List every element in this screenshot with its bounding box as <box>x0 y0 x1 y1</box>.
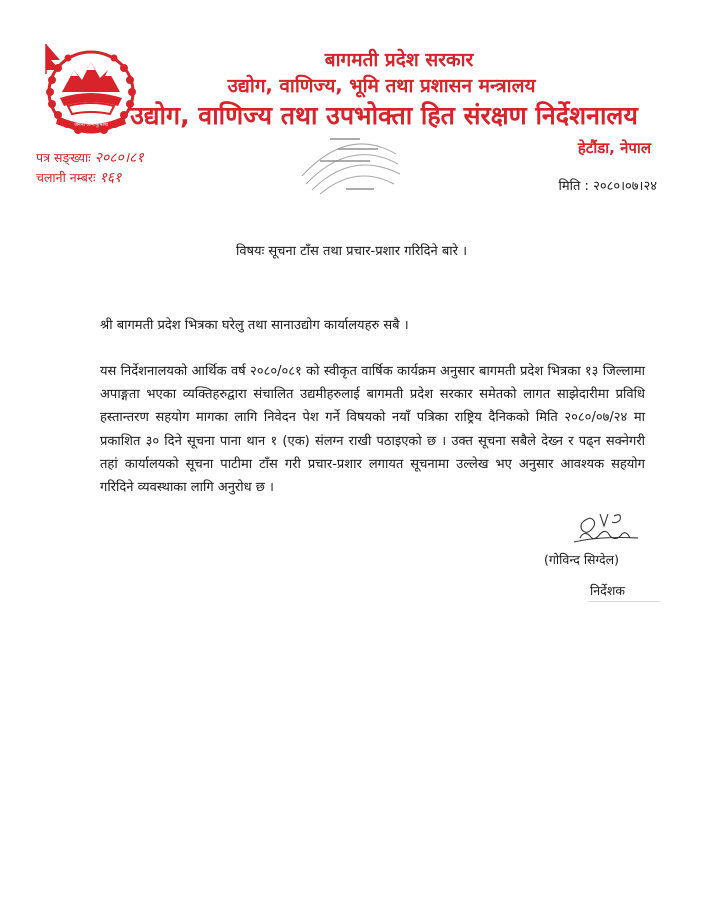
faint-seal-line <box>588 601 660 602</box>
svg-text:जननी जन्मभूमिश्च: जननी जन्मभूमिश्च <box>74 122 108 128</box>
letter-addressee: श्री बागमती प्रदेश भित्रका घरेलु तथा सानाउद्योग कार्यालयहरु सबै । <box>100 318 409 333</box>
letterhead-ministry: उद्योग, वाणिज्य, भूमि तथा प्रशासन मन्त्रालय <box>227 75 536 97</box>
chalani-number-label: चलानी नम्बरः <box>36 170 96 185</box>
chalani-number <box>36 168 121 187</box>
office-location: हेटौंडा, नेपाल <box>577 139 651 157</box>
signature-icon <box>560 508 650 556</box>
letter-date <box>558 176 657 194</box>
signatory-name: (गोविन्द सिग्देल) <box>544 552 620 567</box>
letterhead-directorate: उद्योग, वाणिज्य तथा उपभोक्ता हित संरक्षण निर्देशनालय <box>130 101 638 130</box>
patra-sankhya <box>36 148 144 167</box>
date-value: २०८०।०७।२४ <box>593 179 657 194</box>
patra-sankhya-label: पत्र सङ्ख्याः <box>36 150 91 165</box>
patra-sankhya-value: २०८०।८१ <box>94 150 144 166</box>
chalani-number-value: १६१ <box>99 170 122 186</box>
letterhead-government: बागमती प्रदेश सरकार <box>324 49 474 71</box>
date-label: मिति : <box>558 179 589 194</box>
letter-subject: विषयः सूचना टाँस तथा प्रचार-प्रशार गरिदिने बारे । <box>235 244 468 259</box>
letter-body: यस निर्देशनालयको आर्थिक वर्ष २०८०/०८१ को स्वीकृत वार्षिक कार्यक्रम अनुसार बागमती प्रदेश भित्रका १३ जिल्लामा अपाङ्गता भएका व्यक्तिहरुद्वारा संचालित उद्यमीहरुलाई बागमती प्रदेश सरकार समेतको लागत साझेदारीमा प्रविधि हस्तान्तरण सहयोग मागका लागि निवेदन पेश गर्ने विषयको नयाँ पत्रिका राष्ट्रिय दैनिकको मिति २०८०/०७/२४ मा प्रकाशित ३० दिने सूचना पाना थान १ (एक) संलग्न राखी पठाइएको छ । उक्त सूचना सबैले देख्न र पढ्न सक्नेगरी तहां कार्यालयको सूचना पाटीमा टाँस गरी प्रचार-प्रशार लगायत सूचनामा उल्लेख भए अनुसार आवश्यक सहयोग गरिदिने व्यवस्थाका लागि अनुरोध छ । <box>100 364 645 496</box>
signatory-designation: निर्देशक <box>590 583 625 598</box>
office-stamp-icon <box>290 124 408 200</box>
